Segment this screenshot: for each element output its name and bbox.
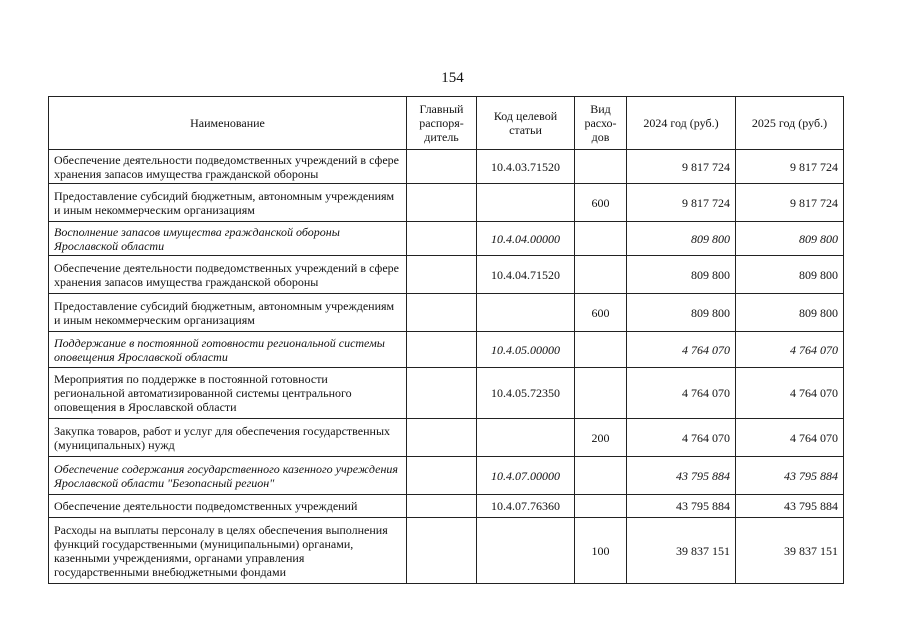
header-code: Код целевой статьи (477, 97, 575, 150)
row-2024: 39 837 151 (627, 518, 736, 584)
row-code: 10.4.04.00000 (477, 222, 575, 256)
header-row (49, 97, 844, 150)
row-name: Обеспечение деятельности подведомственных учреждений в сфере хранения запасов имущества гражданской обороны (49, 150, 407, 184)
row-2024: 809 800 (627, 256, 736, 294)
row-code: 10.4.03.71520 (477, 150, 575, 184)
row-2024: 4 764 070 (627, 419, 736, 457)
row-2024: 809 800 (627, 222, 736, 256)
row-2024: 809 800 (627, 294, 736, 332)
row-name: Закупка товаров, работ и услуг для обеспечения государственных (муниципальных) нужд (49, 419, 407, 457)
row-code: 10.4.05.00000 (477, 332, 575, 368)
row-2025: 809 800 (736, 294, 844, 332)
row-kind: 600 (575, 294, 627, 332)
row-2025: 9 817 724 (736, 150, 844, 184)
row-name: Предоставление субсидий бюджетным, автономным учреждениям и иным некоммерческим организациям (49, 294, 407, 332)
row-manager (407, 332, 477, 368)
row-manager (407, 495, 477, 518)
row-code (477, 419, 575, 457)
row-2024: 4 764 070 (627, 332, 736, 368)
row-manager (407, 222, 477, 256)
row-name: Обеспечение деятельности подведомственных учреждений в сфере хранения запасов имущества гражданской обороны (49, 256, 407, 294)
row-2025: 4 764 070 (736, 368, 844, 419)
table-row (49, 368, 844, 419)
row-manager (407, 518, 477, 584)
row-kind: 200 (575, 419, 627, 457)
table-row (49, 495, 844, 518)
header-manager: Главный распоря-дитель (407, 97, 477, 150)
row-code: 10.4.04.71520 (477, 256, 575, 294)
row-name: Мероприятия по поддержке в постоянной готовности региональной автоматизированной системы центрального оповещения в Ярославской области (49, 368, 407, 419)
row-kind (575, 222, 627, 256)
row-manager (407, 184, 477, 222)
table-row (49, 184, 844, 222)
row-kind: 600 (575, 184, 627, 222)
header-2025: 2025 год (руб.) (736, 97, 844, 150)
row-code: 10.4.07.00000 (477, 457, 575, 495)
row-2025: 4 764 070 (736, 332, 844, 368)
row-2025: 4 764 070 (736, 419, 844, 457)
page-number: 154 (441, 70, 464, 86)
row-2024: 9 817 724 (627, 150, 736, 184)
table-row (49, 457, 844, 495)
row-2025: 43 795 884 (736, 495, 844, 518)
table-row (49, 256, 844, 294)
row-kind (575, 368, 627, 419)
row-manager (407, 457, 477, 495)
row-2025: 809 800 (736, 256, 844, 294)
table-row (49, 332, 844, 368)
row-2024: 9 817 724 (627, 184, 736, 222)
row-code (477, 294, 575, 332)
table-row (49, 518, 844, 584)
row-name: Восполнение запасов имущества гражданской обороны Ярославской области (49, 222, 407, 256)
table-row (49, 294, 844, 332)
row-2025: 9 817 724 (736, 184, 844, 222)
table-row (49, 419, 844, 457)
row-kind (575, 332, 627, 368)
row-manager (407, 294, 477, 332)
row-2025: 809 800 (736, 222, 844, 256)
header-kind: Вид расхо-дов (575, 97, 627, 150)
row-name: Предоставление субсидий бюджетным, автономным учреждениям и иным некоммерческим организациям (49, 184, 407, 222)
row-code: 10.4.05.72350 (477, 368, 575, 419)
row-name: Поддержание в постоянной готовности региональной системы оповещения Ярославской области (49, 332, 407, 368)
row-kind (575, 457, 627, 495)
row-code (477, 184, 575, 222)
row-name: Обеспечение содержания государственного казенного учреждения Ярославской области "Безопасный регион" (49, 457, 407, 495)
row-2024: 43 795 884 (627, 495, 736, 518)
row-2024: 43 795 884 (627, 457, 736, 495)
row-2025: 43 795 884 (736, 457, 844, 495)
row-manager (407, 150, 477, 184)
row-kind (575, 495, 627, 518)
header-name: Наименование (49, 97, 407, 150)
budget-table (48, 96, 844, 584)
row-code (477, 518, 575, 584)
header-2024: 2024 год (руб.) (627, 97, 736, 150)
row-kind (575, 256, 627, 294)
row-2025: 39 837 151 (736, 518, 844, 584)
row-name: Обеспечение деятельности подведомственных учреждений (49, 495, 407, 518)
row-name: Расходы на выплаты персоналу в целях обеспечения выполнения функций государственными (муниципальными) органами, казенными учреждениями, органами управления государственными внебюджетными фондами (49, 518, 407, 584)
table-row (49, 150, 844, 184)
row-2024: 4 764 070 (627, 368, 736, 419)
row-manager (407, 256, 477, 294)
row-manager (407, 368, 477, 419)
row-kind (575, 150, 627, 184)
row-code: 10.4.07.76360 (477, 495, 575, 518)
table-row (49, 222, 844, 256)
row-manager (407, 419, 477, 457)
row-kind: 100 (575, 518, 627, 584)
